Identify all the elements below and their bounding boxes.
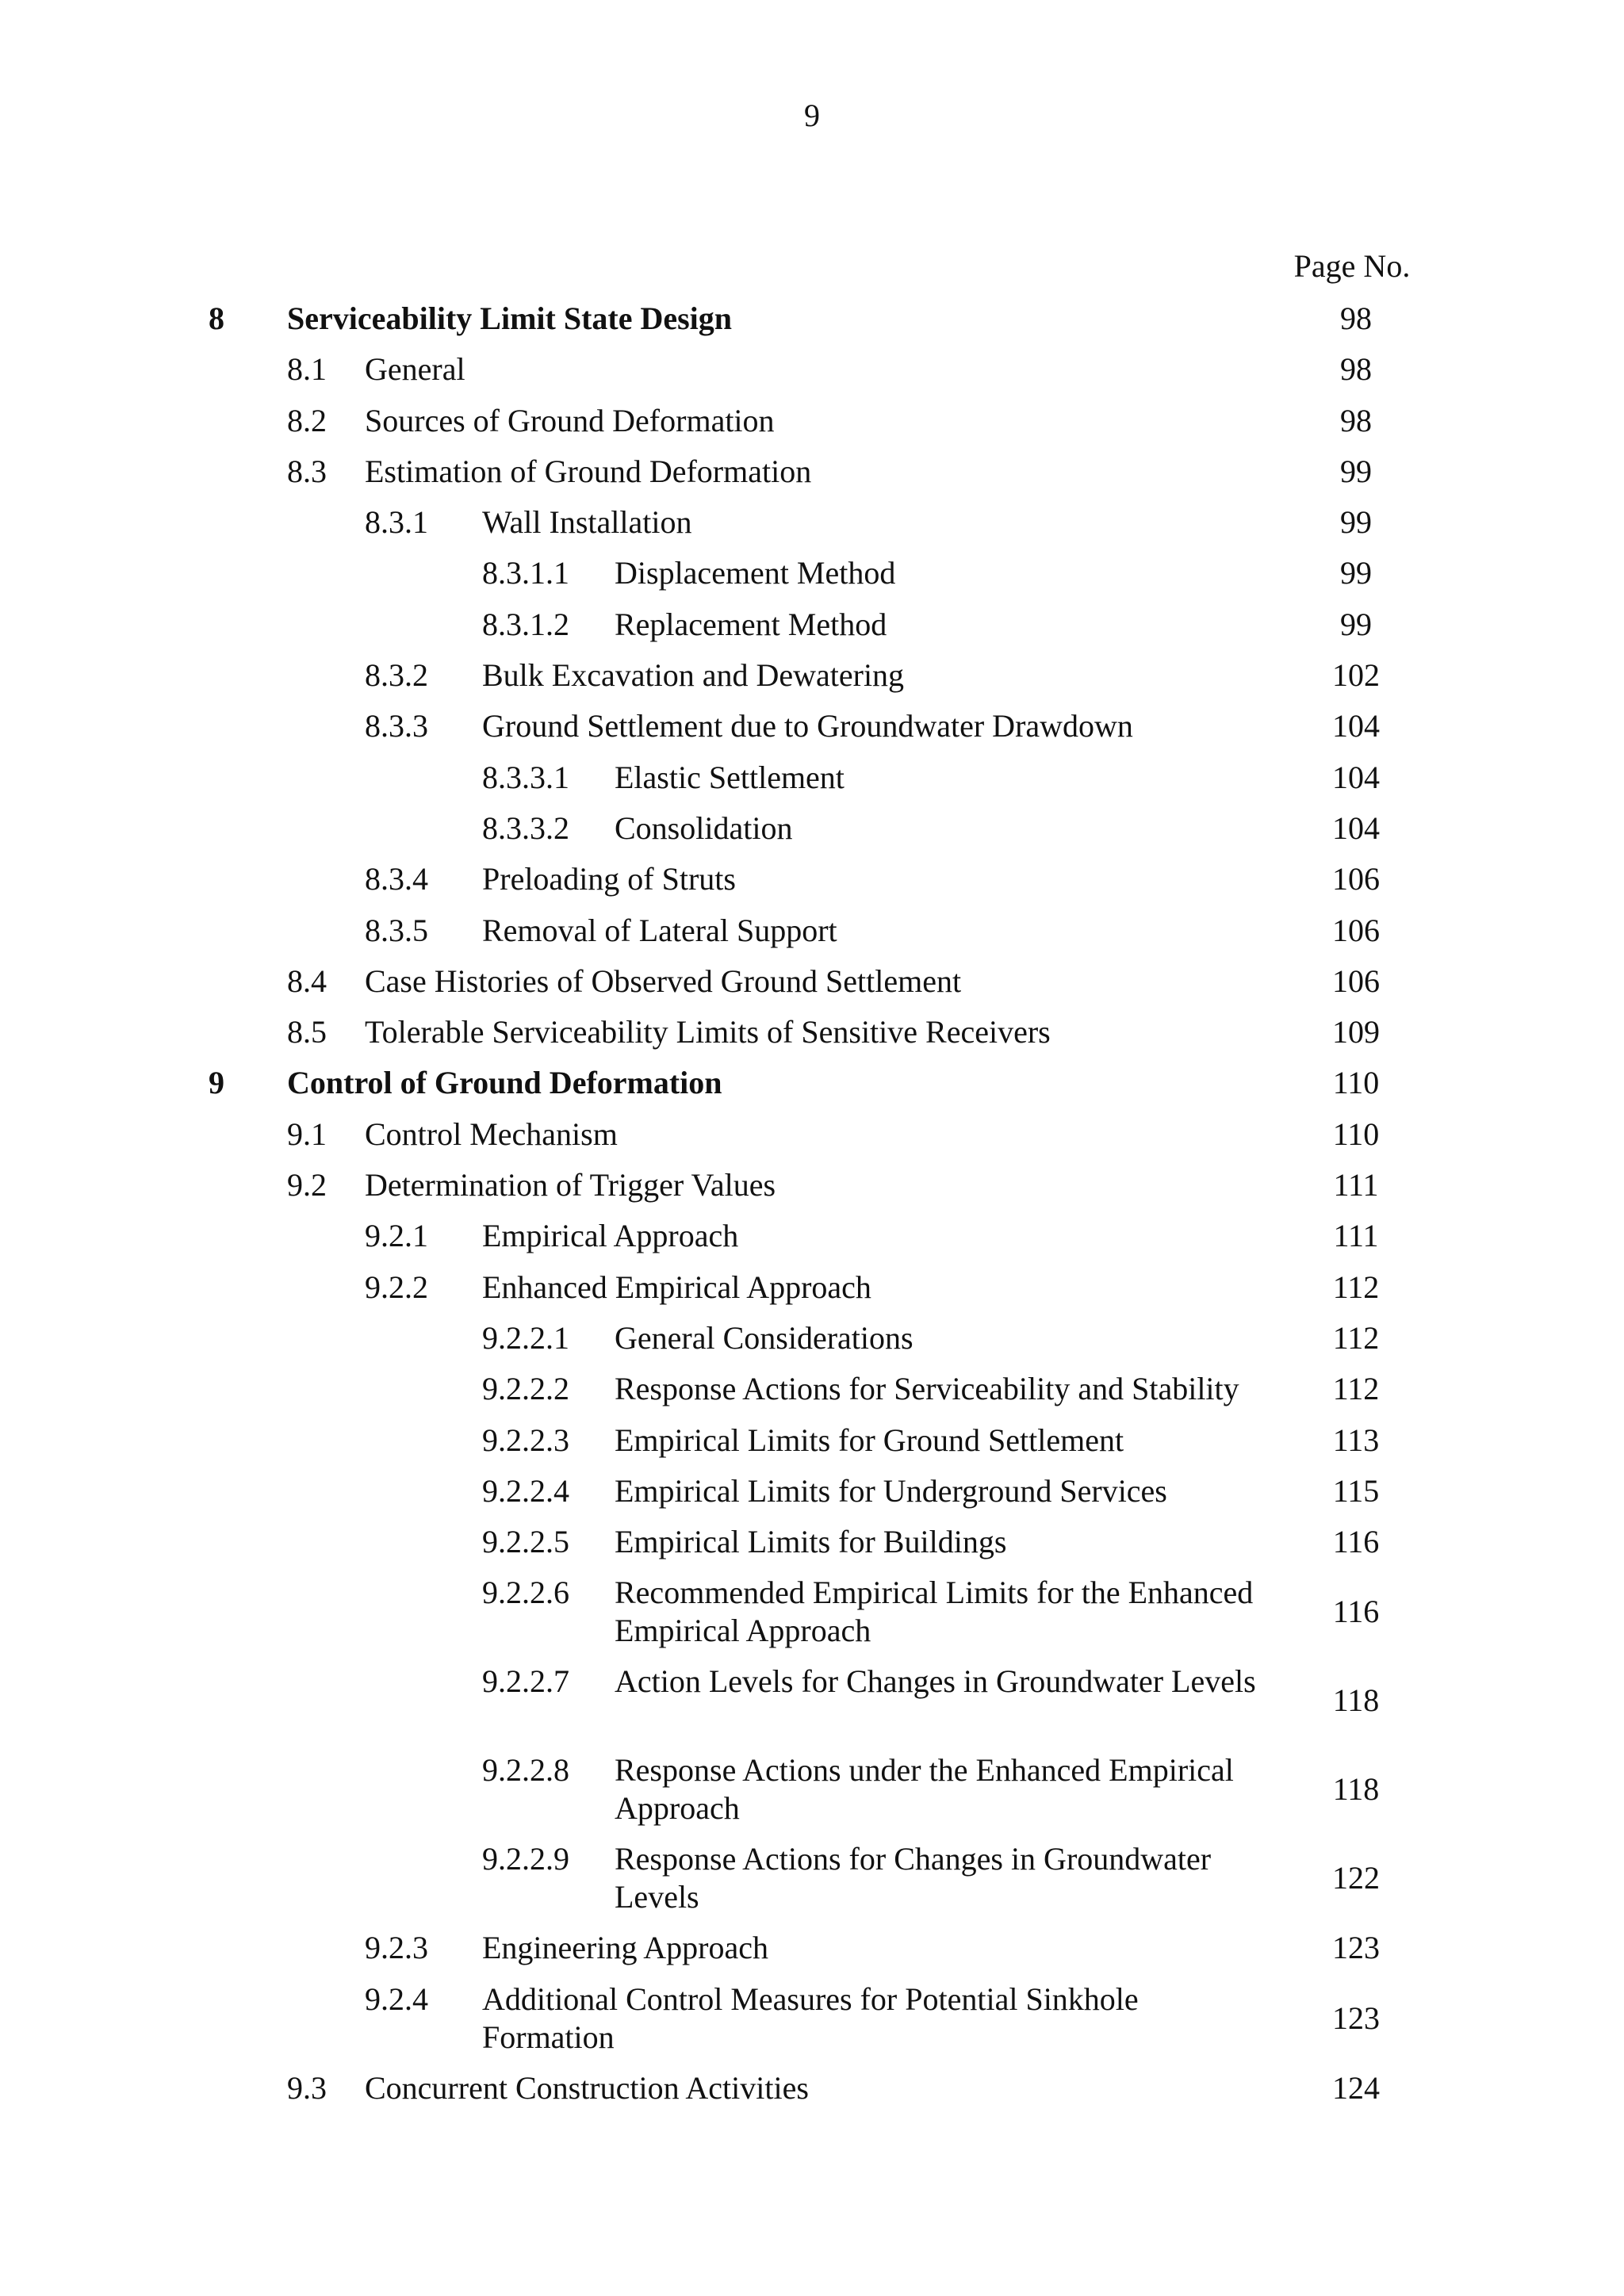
toc-entry-number: 8.3.3 — [365, 708, 428, 744]
toc-entry-page: 99 — [1340, 453, 1372, 489]
toc-entry-number: 9.3 — [287, 2069, 327, 2106]
toc-entry-number: 8.3.1.1 — [482, 555, 569, 591]
toc-entry[interactable] — [0, 956, 1624, 1007]
toc-entry-title: Consolidation — [615, 809, 793, 846]
toc-entry-title: Bulk Excavation and Dewatering — [482, 657, 905, 694]
toc-entry-title: Enhanced Empirical Approach — [482, 1269, 871, 1305]
toc-entry-page: 102 — [1332, 657, 1380, 694]
toc-entry-title: Elastic Settlement — [615, 759, 845, 795]
toc-entry-title: Control Mechanism — [365, 1115, 618, 1152]
toc-entry[interactable] — [0, 1745, 1624, 1834]
toc-entry-number: 9.2.1 — [365, 1218, 428, 1254]
toc-entry-title: Empirical Limits for Underground Services — [615, 1472, 1167, 1509]
toc-entry-number: 8 — [209, 300, 224, 336]
toc-entry-title: Tolerable Serviceability Limits of Sensitive Receivers — [365, 1014, 1051, 1050]
toc-entry-title: Determination of Trigger Values — [365, 1167, 776, 1203]
toc-entry-title: Preloading of Struts — [482, 861, 736, 897]
toc-entry-title: Concurrent Construction Activities — [365, 2069, 809, 2106]
toc-entry-title: Response Actions for Changes in Groundwater Levels — [615, 1841, 1212, 1915]
toc-entry[interactable] — [0, 1058, 1624, 1108]
toc-entry[interactable] — [0, 1364, 1624, 1414]
toc-entry-title: General Considerations — [615, 1319, 914, 1356]
toc-entry-number: 8.3 — [287, 453, 327, 489]
toc-entry[interactable] — [0, 905, 1624, 956]
toc-entry-number: 9.2.2 — [365, 1269, 428, 1305]
toc-entry-page: 99 — [1340, 555, 1372, 591]
toc-entry[interactable] — [0, 1262, 1624, 1313]
toc-entry-page: 122 — [1332, 1860, 1380, 1896]
toc-entry[interactable] — [0, 1923, 1624, 1973]
toc-entry-page: 106 — [1332, 912, 1380, 948]
toc-entry-number: 8.3.4 — [365, 861, 428, 897]
toc-entry-number: 9.2.4 — [365, 1980, 428, 2017]
toc-entry-number: 8.2 — [287, 402, 327, 438]
toc-entry-page: 99 — [1340, 606, 1372, 642]
toc-entry-page: 104 — [1332, 708, 1380, 744]
toc-entry-title: Empirical Limits for Ground Settlement — [615, 1422, 1124, 1458]
toc-entry-page: 111 — [1333, 1218, 1379, 1254]
toc-entry[interactable] — [0, 1160, 1624, 1211]
toc-entry-page: 112 — [1332, 1319, 1380, 1356]
toc-entry-number: 8.3.5 — [365, 912, 428, 948]
toc-entry-number: 8.3.1.2 — [482, 606, 569, 642]
toc-entry-title: Empirical Limits for Buildings — [615, 1524, 1007, 1560]
toc-entry-title: Replacement Method — [615, 606, 887, 642]
toc-entry[interactable] — [0, 1834, 1624, 1923]
toc-entry-number: 9.2.3 — [365, 1930, 428, 1966]
toc-entry-title: Control of Ground Deformation — [287, 1065, 722, 1101]
toc-entry-title: Response Actions under the Enhanced Empirical Approach — [615, 1752, 1234, 1827]
toc-entry[interactable] — [0, 1109, 1624, 1160]
toc-entry-page: 98 — [1340, 351, 1372, 388]
toc-entry-title: Removal of Lateral Support — [482, 912, 837, 948]
toc-entry[interactable] — [0, 1007, 1624, 1058]
toc-entry-number: 8.3.3.2 — [482, 809, 569, 846]
toc-entry-title: Engineering Approach — [482, 1930, 768, 1966]
toc-entry-title: Sources of Ground Deformation — [365, 402, 775, 438]
toc-entry[interactable] — [0, 497, 1624, 548]
toc-entry[interactable] — [0, 1466, 1624, 1517]
toc-entry-title: General — [365, 351, 465, 388]
toc-entry-number: 9.2.2.3 — [482, 1422, 569, 1458]
toc-entry[interactable] — [0, 1567, 1624, 1656]
page-number: 9 — [804, 98, 820, 133]
toc-entry-number: 9.2.2.9 — [482, 1841, 569, 1877]
toc-entry[interactable] — [0, 1211, 1624, 1261]
toc-entry[interactable] — [0, 1415, 1624, 1466]
toc-entry-number: 9.2.2.1 — [482, 1319, 569, 1356]
toc-entry[interactable] — [0, 1313, 1624, 1364]
toc-entry-number: 8.3.2 — [365, 657, 428, 694]
toc-entry-number: 9 — [209, 1065, 224, 1101]
toc-entry[interactable] — [0, 1656, 1624, 1745]
toc-entry-title: Wall Installation — [482, 504, 692, 541]
toc-entry-title: Additional Control Measures for Potential Sinkhole Formation — [482, 1980, 1139, 2055]
toc-entry[interactable] — [0, 1517, 1624, 1567]
toc-entry-number: 9.2.2.5 — [482, 1524, 569, 1560]
toc-entry-page: 115 — [1332, 1472, 1380, 1509]
toc-entry-title: Displacement Method — [615, 555, 896, 591]
toc-entry-page: 104 — [1332, 809, 1380, 846]
toc-entry[interactable] — [0, 396, 1624, 446]
toc-entry-title: Recommended Empirical Limits for the Enhanced Empirical Approach — [615, 1575, 1254, 1649]
toc-entry[interactable] — [0, 599, 1624, 650]
toc-entry-number: 8.3.1 — [365, 504, 428, 541]
toc-entry-title: Estimation of Ground Deformation — [365, 453, 812, 489]
toc-entry-page: 112 — [1332, 1371, 1380, 1407]
toc-entry-page: 113 — [1332, 1422, 1380, 1458]
toc-entry[interactable] — [0, 701, 1624, 752]
toc-entry[interactable] — [0, 854, 1624, 905]
toc-entry-title: Empirical Approach — [482, 1218, 739, 1254]
toc-entry-page: 106 — [1332, 962, 1380, 999]
toc-entry-page: 123 — [1332, 1999, 1380, 2036]
toc-entry-page: 98 — [1340, 402, 1372, 438]
toc-entry-page: 118 — [1332, 1771, 1380, 1808]
toc-entry-page: 104 — [1332, 759, 1380, 795]
toc-entry-number: 9.2.2.8 — [482, 1752, 569, 1789]
toc-entry-title: Action Levels for Changes in Groundwater Levels — [615, 1663, 1256, 1700]
toc-entry-title: Ground Settlement due to Groundwater Drawdown — [482, 708, 1133, 744]
toc-entry[interactable] — [0, 344, 1624, 395]
toc-entry-number: 9.2.2.7 — [482, 1663, 569, 1700]
toc-entry[interactable] — [0, 752, 1624, 803]
toc-entry-page: 116 — [1332, 1524, 1380, 1560]
toc-entry[interactable] — [0, 446, 1624, 497]
toc-entry-title: Response Actions for Serviceability and Stability — [615, 1371, 1239, 1407]
toc-entry-number: 9.2.2.4 — [482, 1472, 569, 1509]
toc-entry-page: 99 — [1340, 504, 1372, 541]
toc-entry-page: 123 — [1332, 1930, 1380, 1966]
toc-entry-number: 8.5 — [287, 1014, 327, 1050]
toc-entry-page: 109 — [1332, 1014, 1380, 1050]
toc-entry[interactable] — [0, 803, 1624, 854]
toc-entry-number: 8.1 — [287, 351, 327, 388]
toc-entry[interactable] — [0, 1974, 1624, 2063]
page-no-column-header: Page No. — [1293, 248, 1411, 284]
toc-entry-page: 98 — [1340, 300, 1372, 336]
toc-entry-number: 9.2.2.2 — [482, 1371, 569, 1407]
toc-entry-page: 111 — [1333, 1167, 1379, 1203]
toc-entry-page: 116 — [1332, 1594, 1380, 1630]
toc-entry-number: 8.4 — [287, 962, 327, 999]
table-of-contents — [0, 293, 1624, 2114]
toc-entry[interactable] — [0, 293, 1624, 344]
toc-entry-page: 112 — [1332, 1269, 1380, 1305]
toc-entry-page: 110 — [1332, 1115, 1380, 1152]
toc-entry[interactable] — [0, 650, 1624, 701]
toc-entry[interactable] — [0, 548, 1624, 599]
toc-entry-title: Case Histories of Observed Ground Settlement — [365, 962, 962, 999]
toc-entry-page: 106 — [1332, 861, 1380, 897]
toc-entry-number: 9.2 — [287, 1167, 327, 1203]
toc-entry-number: 9.1 — [287, 1115, 327, 1152]
toc-entry-number: 8.3.3.1 — [482, 759, 569, 795]
toc-entry-page: 118 — [1332, 1682, 1380, 1719]
toc-entry-page: 110 — [1332, 1065, 1380, 1101]
toc-entry[interactable] — [0, 2063, 1624, 2114]
toc-entry-page: 124 — [1332, 2069, 1380, 2106]
toc-entry-number: 9.2.2.6 — [482, 1575, 569, 1611]
toc-entry-title: Serviceability Limit State Design — [287, 300, 733, 336]
